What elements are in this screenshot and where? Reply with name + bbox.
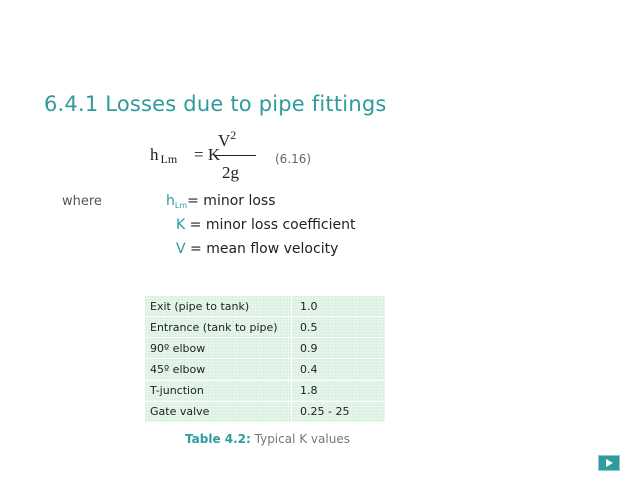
table-row <box>145 338 386 359</box>
k-value-cell: 0.4 <box>292 359 386 380</box>
fitting-cell: Entrance (tank to pipe) <box>145 317 292 338</box>
table-row <box>145 401 386 422</box>
formula-lhs-sub: Lm <box>160 152 178 166</box>
fitting-cell: 90º elbow <box>145 338 292 359</box>
definition-v <box>166 241 355 265</box>
fitting-cell: T-junction <box>145 380 292 401</box>
definitions-list <box>166 193 355 265</box>
where-label: where <box>62 194 102 209</box>
formula-denominator: 2g <box>222 163 239 182</box>
table-row <box>145 317 386 338</box>
formula-numerator <box>218 128 236 151</box>
definition-text: = minor loss coefficient <box>185 217 356 233</box>
caption-label: Table 4.2: <box>185 432 251 446</box>
formula-numerator-exp: 2 <box>230 128 237 142</box>
k-values-table <box>144 295 386 423</box>
formula-lhs-main: h <box>150 145 159 164</box>
definition-k <box>166 217 355 241</box>
k-value-cell: 1.8 <box>292 380 386 401</box>
equation-number: (6.16) <box>275 152 312 166</box>
fraction-bar <box>214 155 256 156</box>
definition-symbol: h <box>166 193 175 209</box>
play-triangle-icon <box>599 456 619 470</box>
slide-title: 6.4.1 Losses due to pipe fittings <box>44 92 387 116</box>
definition-text: = mean flow velocity <box>185 241 339 257</box>
table-row <box>145 359 386 380</box>
fitting-cell: 45º elbow <box>145 359 292 380</box>
definition-symbol: V <box>176 241 186 257</box>
definition-hlm <box>166 193 355 217</box>
table-caption <box>185 432 350 446</box>
caption-text: Typical K values <box>250 432 350 446</box>
k-value-cell: 0.25 - 25 <box>292 401 386 422</box>
fitting-cell: Gate valve <box>145 401 292 422</box>
table-row <box>145 380 386 401</box>
formula-equals-k: = K <box>194 145 221 164</box>
formula-lhs <box>150 145 177 167</box>
next-slide-icon[interactable] <box>598 455 620 471</box>
definition-text: = minor loss <box>187 193 276 209</box>
fitting-cell: Exit (pipe to tank) <box>145 296 292 317</box>
k-value-cell: 0.9 <box>292 338 386 359</box>
k-value-cell: 1.0 <box>292 296 386 317</box>
table-row <box>145 296 386 317</box>
definition-symbol: K <box>176 217 186 233</box>
formula-numerator-base: V <box>218 131 231 150</box>
k-value-cell: 0.5 <box>292 317 386 338</box>
definition-symbol-sub: Lm <box>174 201 188 210</box>
